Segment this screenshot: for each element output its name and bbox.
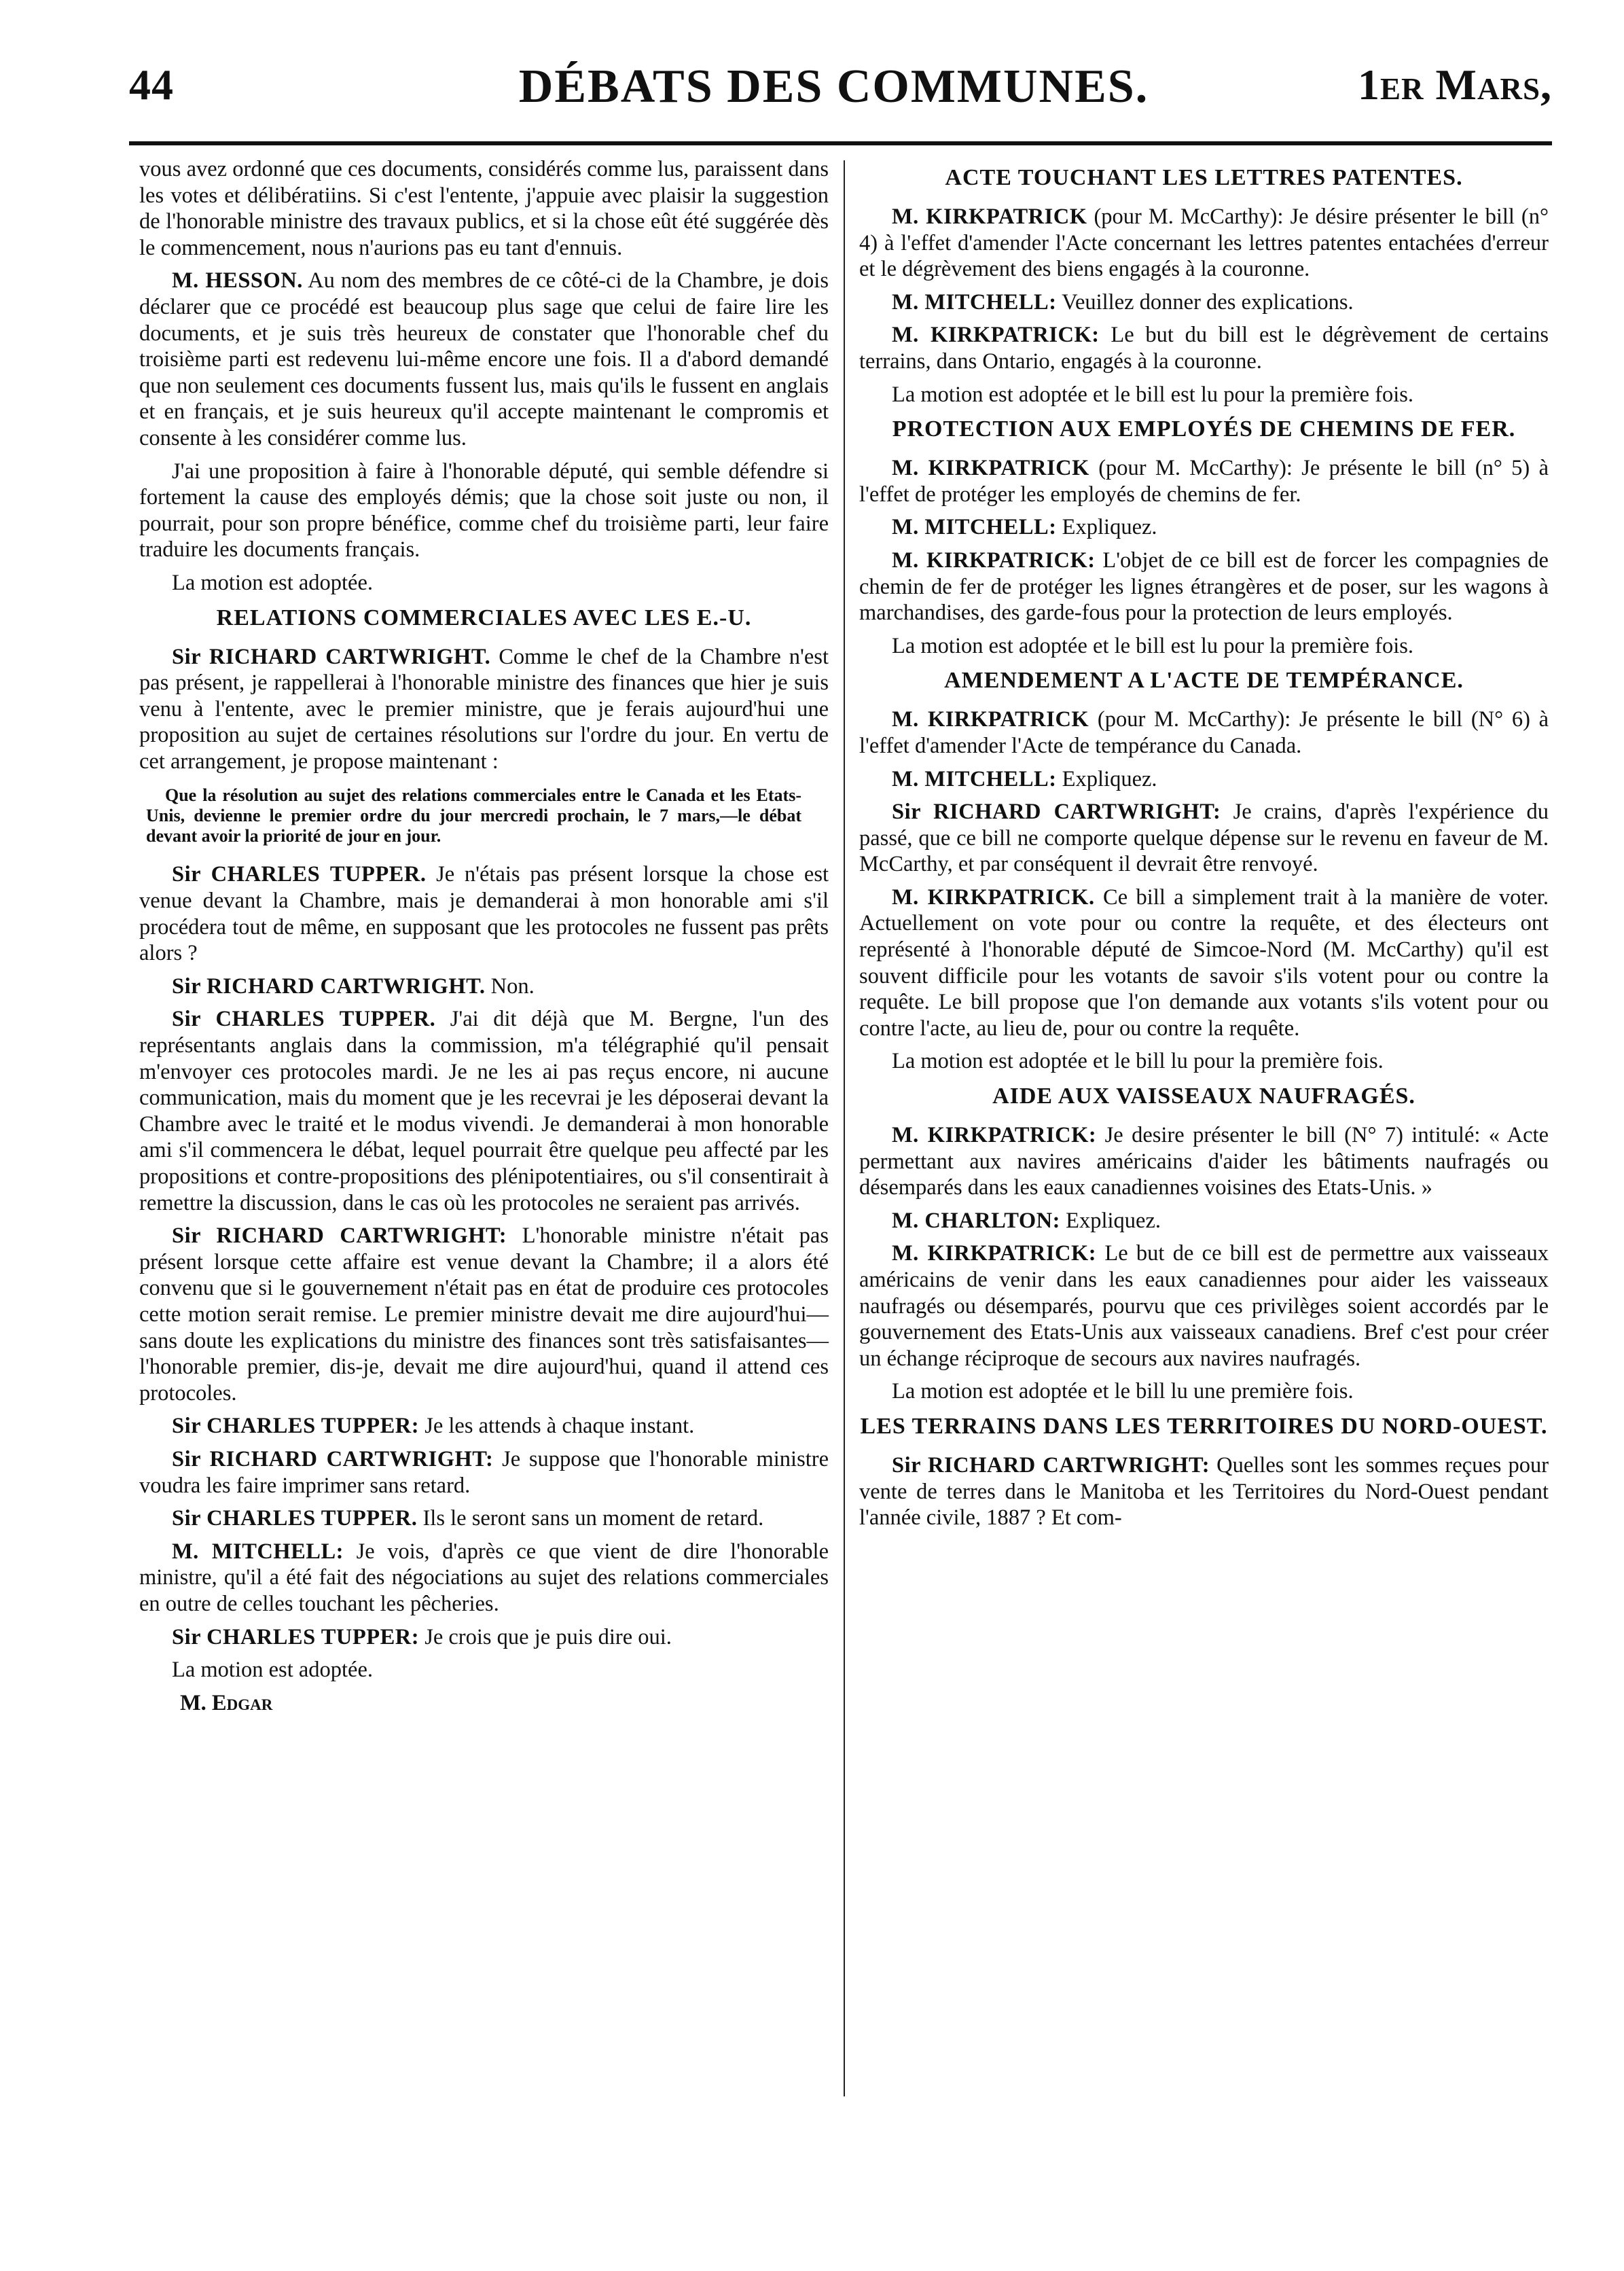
paragraph [859,766,1549,793]
running-header [115,60,1552,128]
speaker-name: Sir RICHARD CARTWRIGHT. [172,644,491,669]
speech-text: Ils le seront sans un moment de retard. [422,1506,764,1531]
motion-note: La motion est adoptée et le bill lu pour la première fois. [892,1049,1384,1074]
speech-text: Au nom des membres de ce côté-ci de la Chambre, je dois déclarer que ce procédé est beaucoup plus sage que celui de faire lire les documents, et je suis très heureux de constater que l'honorable chef du troisième parti est redevenu lui-même encore une fois. Il a d'abord demandé que non seulement ces documents fussent lus, mais qu'ils le fussent en anglais et en français, et je suis heureux qu'il accepte maintenant le compromis et consente à les considérer comme lus. [139,268,829,450]
speaker-name: Sir CHARLES TUPPER: [172,1624,420,1649]
motion-note: La motion est adoptée et le bill lu une première fois. [892,1379,1354,1404]
speech-text: L'honorable ministre n'était pas présent lorsque cette affaire est venue devant la Chambre; il a alors été convenu que si le gouvernement n'était pas en état de produire ces protocoles cette motion serait remise. Le premier ministre devait me dire aujourd'hui—sans doute les explications du ministre des finances sont très satisfaisantes—l'honorable premier, dis-je, devait me dire aujourd'hui, quand il attend ces protocoles. [139,1223,829,1406]
speaker-name: Sir RICHARD CARTWRIGHT: [172,1223,507,1249]
speech-text: Je desire présenter le bill (N° 7) intitulé: « Acte permettant aux navires américains d'aider les bâtiments naufragés ou désemparés dans les eaux canadiennes voisines des Etats-Unis. » [859,1123,1549,1200]
header-date: 1er Mars, [1358,60,1552,109]
paragraph [139,861,829,966]
speaker-name: Sir CHARLES TUPPER. [172,1007,436,1032]
speaker-name: M. KIRKPATRICK: [892,1241,1097,1266]
paragraph [859,548,1549,626]
paragraph [859,322,1549,374]
speaker-name: Sir CHARLES TUPPER: [172,1414,420,1439]
paragraph [139,1505,829,1532]
speaker-name: M. KIRKPATRICK: [892,1123,1097,1148]
speech-text: Ce bill a simplement trait à la manière de voter. Actuellement on vote pour ou contre la requête, et des électeurs ont représenté à l'honorable député de Simcoe-Nord (M. McCarthy) qu'il est souvent difficile pour les votants de savoir s'ils votent pour ou contre la requête. Le bill propose que l'on demande aux votants s'ils votent pour ou contre l'acte, au lieu de, pour ou contre la requête. [859,884,1549,1041]
motion-note: La motion est adoptée et le bill est lu pour la première fois. [892,382,1414,407]
paragraph [139,1223,829,1406]
speaker-name: Sir RICHARD CARTWRIGHT: [892,1452,1210,1478]
paragraph [859,289,1549,316]
paragraph [139,1006,829,1216]
speech-text: J'ai dit déjà que M. Bergne, l'un des représentants anglais dans la commission, m'a télégraphié qu'il pensait m'envoyer ces protocoles mardi. Je ne les ai pas reçus encore, ni aucune communication, mais du moment que je les recevrai je les déposerai devant la Chambre avec le traité et le modus vivendi. Je demanderai à mon honorable ami s'il commencera le débat, lequel pourrait être quelque peu affecté par les propositions et contre-propositions des plénipotentiaires, ou s'il consentirait à remettre la discussion, dans le cas où les protocoles ne seraient pas arrivés. [139,1007,829,1215]
header-rule [129,141,1552,145]
page-number: 44 [129,60,174,109]
paragraph [859,1452,1549,1531]
paragraph [139,268,829,451]
paragraph [139,1446,829,1499]
speaker-name: M. MITCHELL: [892,289,1057,315]
speech-text: Veuillez donner des explications. [1062,289,1354,315]
paragraph [859,1208,1549,1234]
speech-text: Expliquez. [1062,515,1157,540]
speech-text: (pour M. McCarthy): Je désire présenter le bill (n° 4) à l'effet d'amender l'Acte concernant les lettres patentes entachées d'erreur et le dégrèvement des biens engagés à la couronne. [859,204,1549,282]
speaker-name: M. MITCHELL: [892,515,1057,540]
paragraph: vous avez ordonné que ces documents, considérés comme lus, paraissent dans les votes et délibératiins. Si c'est l'entente, j'appuie avec plaisir la suggestion de l'honorable ministre des travaux publics, et si la chose eût été suggérée dès le commencement, nous n'aurions pas eu tant d'ennuis. [139,157,829,260]
speaker-name: M. KIRKPATRICK: [892,323,1100,348]
paragraph [859,884,1549,1042]
speech-text: Je crois que je puis dire oui. [425,1624,672,1649]
paragraph [859,204,1549,283]
speech-text: Je n'étais pas présent lorsque la chose est venue devant la Chambre, mais je demanderai à mon honorable ami s'il procédera tout de même, en supposant que les protocoles ne fussent pas prêts alors ? [139,862,829,966]
paragraph [859,1122,1549,1201]
speech-text: Non. [490,973,535,999]
speaker-name: M. HESSON. [172,268,303,293]
right-column [859,156,1549,1538]
speaker-name: M. CHARLTON: [892,1208,1060,1233]
paragraph [859,799,1549,878]
section-heading: AIDE AUX VAISSEAUX NAUFRAGÉS. [992,1084,1415,1109]
paragraph [139,1413,829,1440]
paragraph [139,1624,829,1651]
speaker-name: Sir RICHARD CARTWRIGHT. [172,973,486,999]
paragraph [859,455,1549,507]
speech-text: (pour M. McCarthy): Je présente le bill (N° 6) à l'effet d'amender l'Acte de tempérance du Canada. [859,707,1549,758]
speech-text: Je les attends à chaque instant. [425,1414,695,1439]
section-heading: LES TERRAINS DANS LES TERRITOIRES DU NORD-OUEST. [860,1413,1548,1439]
speech-text: Quelles sont les sommes reçues pour vente de terres dans le Manitoba et les Territoires du Nord-Ouest pendant l'année civile, 1887 ? Et com- [859,1452,1549,1531]
column-divider [844,160,845,2096]
speech-text: Je crains, d'après l'expérience du passé, que ce bill ne comporte quelque dépense sur le revenu en faveur de M. McCarthy, et par conséquent il devrait être renvoyé. [859,800,1549,877]
page-title: DÉBATS DES COMMUNES. [518,60,1149,113]
paragraph [859,707,1549,759]
speaker-name: M. KIRKPATRICK [892,204,1087,229]
speech-text: Expliquez. [1066,1208,1161,1233]
speaker-name: M. KIRKPATRICK. [892,884,1095,910]
speaker-name: Sir RICHARD CARTWRIGHT: [172,1446,494,1471]
motion-note: La motion est adoptée. [172,1658,374,1683]
paragraph [859,514,1549,541]
speech-text: L'objet de ce bill est de forcer les compagnies de chemin de fer de protéger les lignes étrangères et de poser, sur les wagons à marchandises, des garde-fous pour la protection de leurs employés. [859,548,1549,626]
next-speaker-catchword: M. Edgar [180,1690,273,1715]
speaker-name: M. MITCHELL: [892,766,1057,791]
left-column [139,156,829,1716]
section-heading: RELATIONS COMMERCIALES AVEC LES E.-U. [216,605,752,630]
paragraph [859,1240,1549,1372]
motion-quote: Que la résolution au sujet des relations commerciales entre le Canada et les Etats-Unis, devienne le premier ordre du jour mercredi prochain, le 7 mars,—le débat devant avoir la priorité de jour en jour. [146,785,801,846]
section-heading: AMENDEMENT A L'ACTE DE TEMPÉRANCE. [944,668,1464,694]
speech-text: Comme le chef de la Chambre n'est pas présent, je rappellerai à l'honorable ministre des finances que hier je suis venu à l'entente, avec le premier ministre, que je ferais aujourd'hui une proposition au sujet de certaines résolutions sur l'ordre du jour. En vertu de cet arrangement, je propose maintenant : [139,644,829,774]
section-heading: PROTECTION AUX EMPLOYÉS DE CHEMINS DE FER. [892,416,1516,442]
paragraph [139,973,829,1000]
speech-text: Le but de ce bill est de permettre aux vaisseaux américains de venir dans les eaux canadiennes pour aider les vaisseaux naufragés ou désemparés, pourvu que ces privilèges soient accordés par le gouvernement des Etats-Unis aux vaisseaux canadiens. Bref c'est pour créer un échange réciproque de secours aux navires naufragés. [859,1241,1549,1371]
paragraph: J'ai une proposition à faire à l'honorable député, qui semble défendre si fortement la cause des employés démis; que la chose soit juste ou non, il pourrait, pour son propre bénéfice, comme chef du troisième parti, leur faire traduire les documents français. [139,459,829,562]
motion-note: La motion est adoptée et le bill est lu pour la première fois. [892,633,1414,658]
paragraph [139,644,829,775]
section-heading: ACTE TOUCHANT LES LETTRES PATENTES. [945,165,1463,190]
speech-text: Expliquez. [1062,766,1157,791]
speaker-name: M. KIRKPATRICK [892,707,1089,732]
speaker-name: M. KIRKPATRICK: [892,548,1096,573]
paragraph [139,1539,829,1617]
speaker-name: Sir RICHARD CARTWRIGHT: [892,800,1221,825]
speech-text: Je vois, d'après ce que vient de dire l'honorable ministre, qu'il a été fait des négociations au sujet des relations commerciales en outre de celles touchant les pêcheries. [139,1539,829,1616]
speaker-name: Sir CHARLES TUPPER. [172,862,427,887]
speech-text: (pour M. McCarthy): Je présente le bill (n° 5) à l'effet de protéger les employés de chemins de fer. [859,456,1549,507]
speaker-name: M. MITCHELL: [172,1539,344,1564]
speech-text: Je suppose que l'honorable ministre voudra les faire imprimer sans retard. [139,1446,829,1498]
speech-text: Le but du bill est le dégrèvement de certains terrains, dans Ontario, engagés à la couronne. [859,323,1549,374]
motion-note: La motion est adoptée. [172,570,374,595]
speaker-name: M. KIRKPATRICK [892,456,1089,481]
speaker-name: Sir CHARLES TUPPER. [172,1506,418,1531]
